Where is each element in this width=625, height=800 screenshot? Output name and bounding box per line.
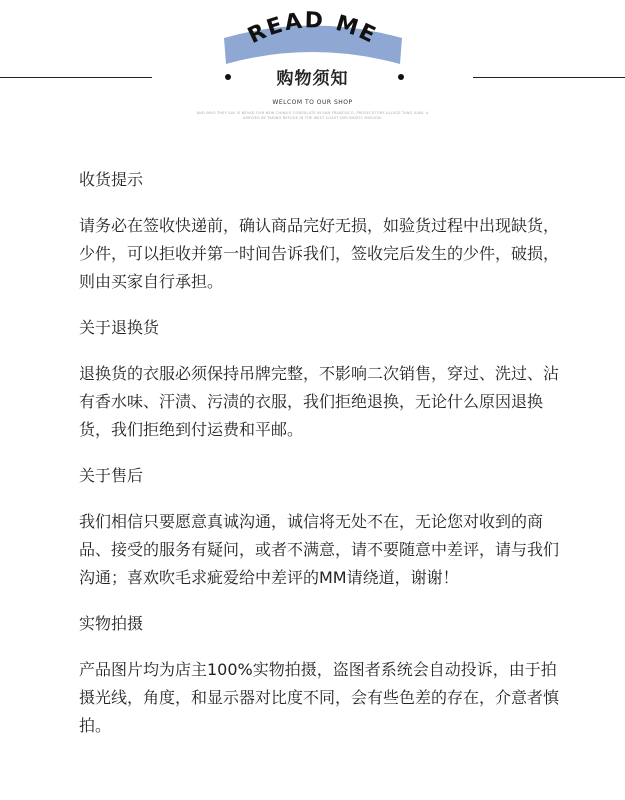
section-title: 关于售后 bbox=[79, 466, 144, 485]
section-title: 收货提示 bbox=[79, 170, 144, 189]
section-title: 实物拍摄 bbox=[79, 614, 144, 633]
section-body: 退换货的衣服必须保持吊牌完整，不影响二次销售，穿过、洗过、沾有香水味、汗渍、污渍的衣服，我们拒绝退换，无论什么原因退换货，我们拒绝到付运费和平邮。 bbox=[79, 364, 560, 439]
page-subtitle: 购物须知 bbox=[276, 69, 349, 89]
banner-title: READ ME bbox=[244, 8, 381, 50]
section-body: 请务必在签收快递前，确认商品完好无损，如验货过程中出现缺货，少件，可以拒收并第一时间告诉我们，签收完后发生的少件，破损，则由买家自行承担。 bbox=[79, 216, 560, 291]
section-after-sales bbox=[79, 464, 559, 592]
section-returns bbox=[79, 316, 559, 444]
welcome-text: WELCOM TO OUR SHOP bbox=[272, 99, 353, 106]
notice-content bbox=[79, 168, 559, 760]
section-body: 我们相信只要愿意真诚沟通，诚信将无处不在，无论您对收到的商品、接受的服务有疑问，或者不满意，请不要随意中差评，请与我们沟通；喜欢吹毛求疵爱给中差评的MM请绕道，谢谢！ bbox=[79, 512, 560, 587]
section-receiving bbox=[79, 168, 559, 296]
section-title: 关于退换货 bbox=[79, 318, 160, 337]
fine-print: AND WHO THEY SAY IS NEVAD OUR NEW CHINA'S CONSULATE IN SAN FRANCISCO, PROSECUTORS ALLEGE TANG JUAN, A ARRIVED BY TAKING REFUGE IN THE WEST COAST DIPLOMATIC MISSION. bbox=[196, 111, 429, 120]
section-body: 产品图片均为店主100%实物拍摄，盗图者系统会自动投诉，由于拍摄光线，角度，和显示器对比度不同，会有些色差的存在，介意者慎拍。 bbox=[79, 660, 560, 735]
header bbox=[0, 0, 625, 130]
section-photography bbox=[79, 612, 559, 740]
read-me-banner bbox=[0, 0, 625, 70]
